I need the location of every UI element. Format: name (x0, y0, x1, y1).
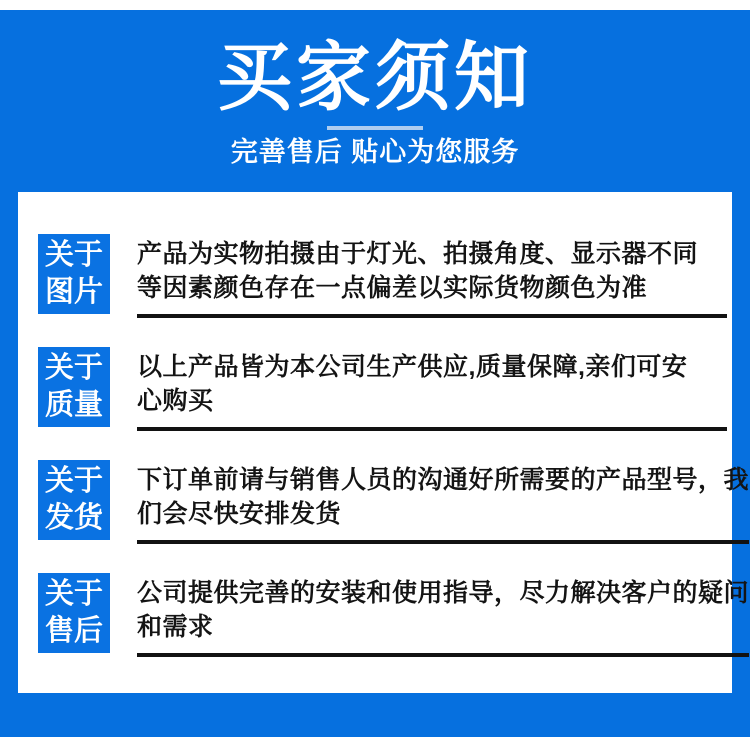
footer-bar (0, 693, 750, 737)
tag-badge-photos (38, 234, 110, 314)
tag-line: 售后 (44, 615, 103, 647)
banner-title: 买家须知 (216, 35, 533, 119)
section-text-line: 们会尽快安排发货 (137, 500, 342, 528)
section-divider (137, 314, 727, 318)
section-row-photos (38, 234, 727, 318)
tag-line: 关于 (44, 465, 103, 497)
section-text-line: 和需求 (137, 613, 214, 641)
section-text-aftersales (137, 573, 749, 657)
section-text-line: 心购买 (137, 387, 214, 415)
section-row-quality (38, 347, 727, 431)
section-text-line: 下订单前请与销售人员的沟通好所需要的产品型号，我 (137, 466, 750, 494)
tag-badge-quality (38, 347, 110, 427)
tag-line: 关于 (44, 239, 103, 271)
tag-line: 质量 (44, 389, 103, 421)
section-row-aftersales (38, 573, 750, 657)
tag-line: 关于 (44, 578, 103, 610)
tag-line: 关于 (44, 352, 103, 384)
promo-panel (0, 10, 750, 737)
section-row-shipping (38, 460, 750, 544)
section-divider (137, 653, 749, 657)
notice-box (18, 192, 750, 693)
section-text-line: 产品为实物拍摄由于灯光、拍摄角度、显示器不同 (137, 240, 699, 268)
tag-badge-aftersales (38, 573, 110, 653)
banner-subtitle: 完善售后 贴心为您服务 (230, 137, 520, 167)
promo-banner (0, 10, 750, 192)
section-text-photos (137, 234, 727, 318)
section-divider (137, 540, 749, 544)
tag-badge-shipping (38, 460, 110, 540)
section-text-shipping (137, 460, 749, 544)
tag-line: 图片 (44, 276, 103, 308)
tag-line: 发货 (44, 502, 103, 534)
banner-accent-line (327, 126, 423, 130)
section-text-line: 以上产品皆为本公司生产供应,质量保障,亲们可安 (137, 353, 688, 381)
section-text-quality (137, 347, 727, 431)
section-divider (137, 427, 727, 431)
section-text-line: 等因素颜色存在一点偏差以实际货物颜色为准 (137, 274, 648, 302)
page-top-margin (0, 0, 750, 10)
section-text-line: 公司提供完善的安装和使用指导，尽力解决客户的疑问 (137, 579, 750, 607)
